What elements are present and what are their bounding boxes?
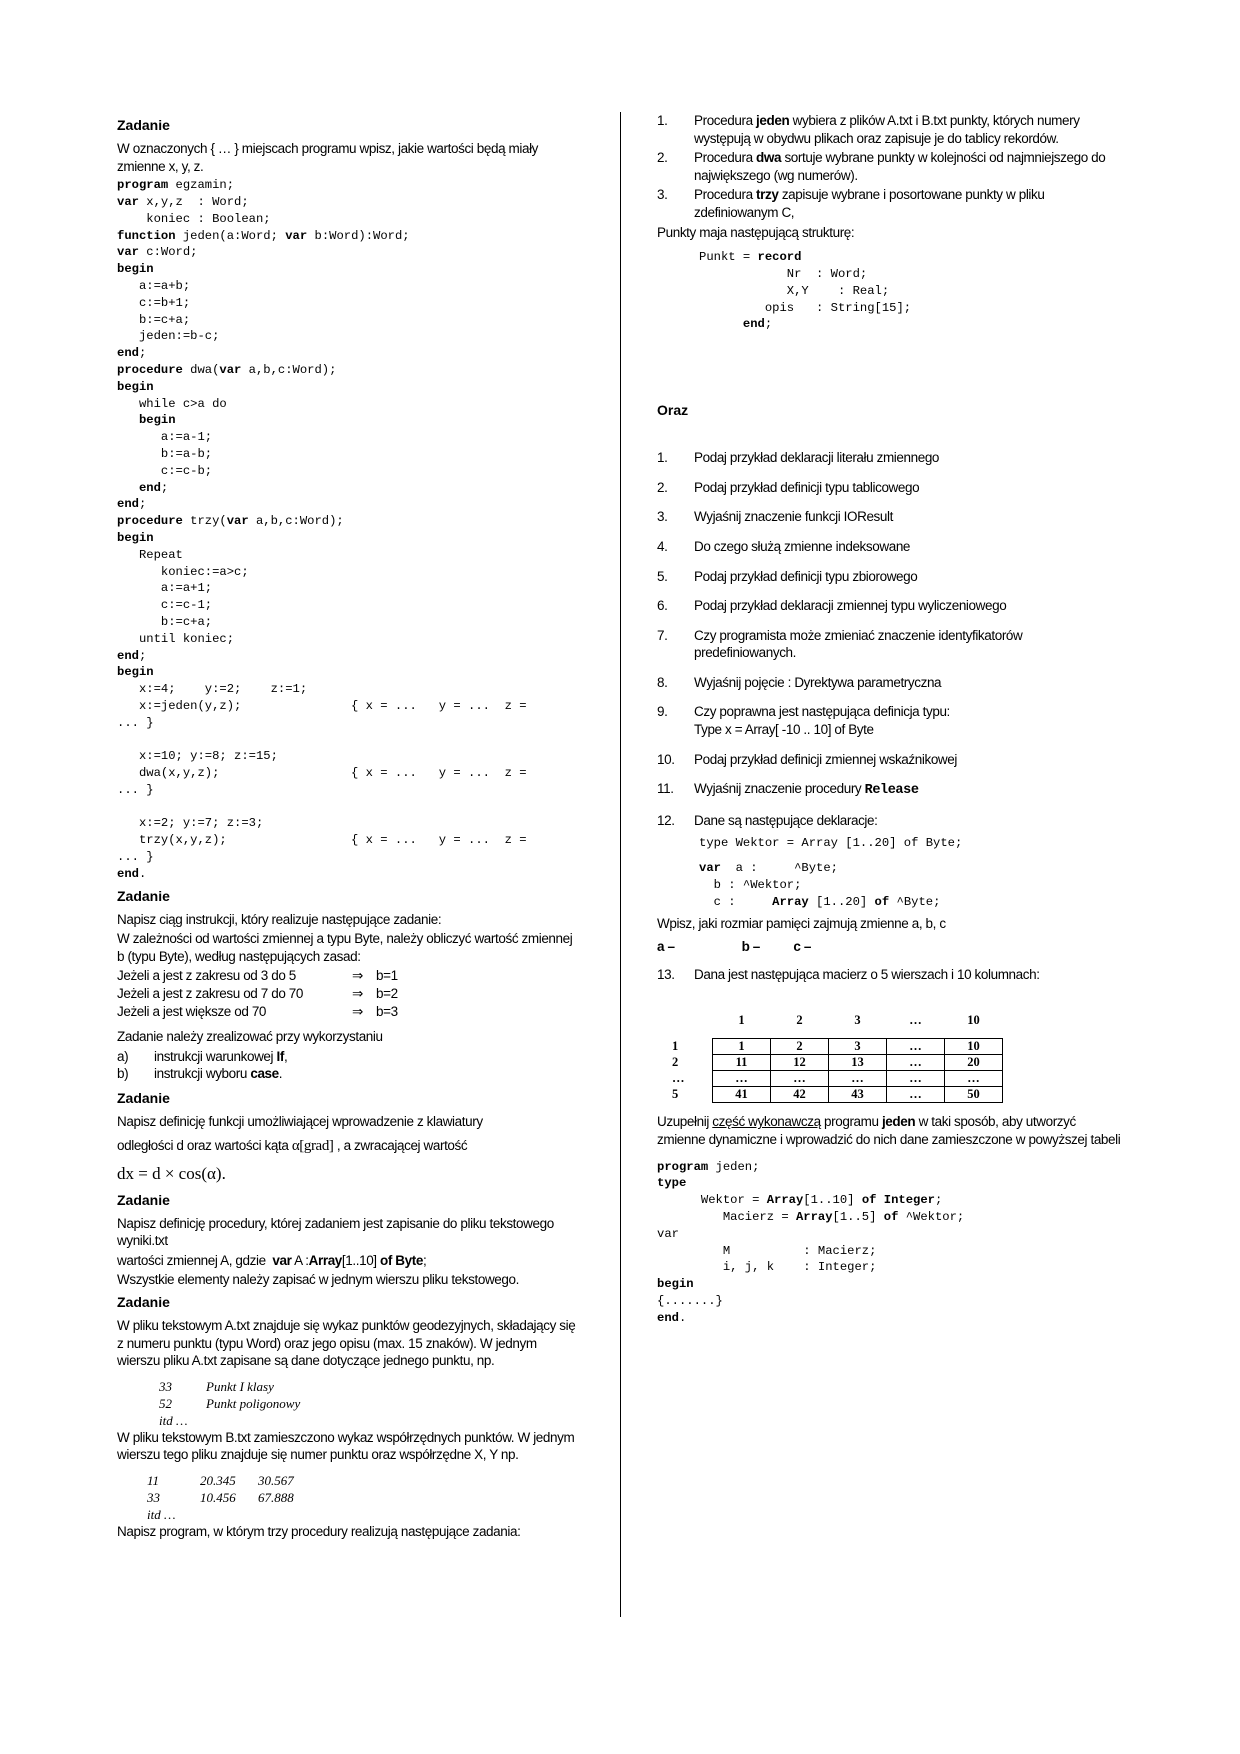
question-12 (657, 812, 1127, 830)
code-line (117, 799, 582, 816)
code-line: type (657, 1176, 687, 1191)
implies-icon: ⇒ (352, 986, 363, 1002)
coord-y: 67.888 (258, 1489, 294, 1505)
task-3-heading: Zadanie (117, 1090, 170, 1106)
code-line (117, 731, 582, 748)
question-text: Wyjaśnij znaczenie procedury (694, 781, 865, 797)
task-5-example-b (117, 1472, 582, 1506)
question-item (657, 449, 1127, 467)
item-number: 3. (657, 187, 668, 203)
code-line: until koniec; (117, 631, 235, 646)
matrix-col-header: 1 (738, 1013, 745, 1028)
task-4-heading: Zadanie (117, 1191, 170, 1208)
code-line: end; (117, 497, 147, 512)
question-item (657, 568, 1127, 586)
task-3-formula: dx = d × cos(α). (117, 1163, 226, 1183)
matrix-cell: 41 (713, 1087, 771, 1103)
item-number: 2. (657, 150, 668, 166)
matrix-corner (657, 1013, 713, 1039)
task-4-line-2b: A : (294, 1252, 309, 1268)
task-3-alpha: α[grad] (291, 1137, 334, 1154)
code-line: begin (117, 379, 154, 394)
task-2-line-2: W zależności od wartości zmiennej a typu Byte, należy obliczyć wartość zmiennej b (typu Byte), według następujących zasad: (117, 931, 573, 964)
matrix-col-header: … (909, 1013, 922, 1028)
code-line: b:=c+a; (117, 614, 213, 629)
q13-fill (657, 1113, 1127, 1148)
point-description: Punkt poligonowy (206, 1395, 301, 1411)
q12-code-1: type Wektor = Array [1..20] of Byte; (699, 836, 963, 851)
code-line: b : ^Wektor; (699, 878, 802, 893)
rule-condition: Jeżeli a jest z zakresu od 7 do 70 (117, 986, 304, 1002)
matrix-row (657, 1055, 1003, 1071)
question-item (657, 508, 1127, 526)
code-line: c:=b+1; (117, 295, 191, 310)
q12-number: 12. (657, 812, 675, 828)
question-number: 7. (657, 627, 668, 643)
code-line: begin (117, 530, 154, 545)
question-text: Podaj przykład deklaracji literału zmiennego (694, 450, 940, 466)
task-5-example-a (117, 1378, 582, 1412)
q12-answers: a – b – c – (657, 939, 811, 955)
task-4-range: [1..10] (341, 1252, 377, 1268)
task-2-using: Zadanie należy zrealizować przy wykorzystaniu (117, 1029, 383, 1045)
q13-number: 13. (657, 966, 675, 982)
task-5-para-2: W pliku tekstowym B.txt zamieszczono wykaz współrzędnych punktów. W jednym wierszu tego pliku znajduje się numer punktu oraz współrzędne X, Y np. (117, 1429, 575, 1463)
item-text: Procedura (694, 113, 757, 128)
code-line: function jeden(a:Word; var b:Word):Word; (117, 228, 410, 243)
example-row (117, 1472, 582, 1489)
procedure-name: trzy (756, 187, 779, 203)
task-5-para-3: Napisz program, w którym trzy procedury realizują następujące zadania: (117, 1523, 521, 1539)
task-2-option-a (117, 1048, 582, 1066)
code-line: trzy(x,y,z); { x = ... y = ... z = (117, 833, 527, 848)
question-text: Do czego służą zmienne indeksowane (694, 538, 911, 554)
q12-text: Dane są następujące deklaracje: (694, 812, 878, 828)
item-text: Procedura (694, 150, 757, 166)
example-row (117, 1378, 582, 1395)
code-line: koniec : Boolean; (117, 211, 271, 226)
question-item (657, 780, 1127, 800)
point-number: 52 (159, 1395, 172, 1411)
matrix-cell: 11 (713, 1055, 771, 1071)
question-keyword: Release (864, 783, 919, 799)
example-row (117, 1395, 582, 1412)
struct-intro: Punkty maja następującą strukturę: (657, 224, 855, 240)
matrix-header-row (657, 1013, 1003, 1039)
question-number: 9. (657, 704, 668, 720)
option-b-label: b) (117, 1066, 129, 1082)
code-line: i, j, k : Integer; (657, 1260, 877, 1275)
task-1-intro: W oznaczonych { … } miejscach programu wpisz, jakie wartości będą miały zmienne x, y, z. (117, 141, 539, 174)
question-number: 4. (657, 538, 668, 554)
matrix-cell: … (887, 1087, 945, 1103)
rule-condition: Jeżeli a jest z zakresu od 3 do 5 (117, 968, 296, 984)
option-a-keyword: If (276, 1048, 284, 1064)
question-subtext: Type x = Array[ -10 .. 10] of Byte (694, 722, 874, 738)
code-line: X,Y : Real; (699, 283, 890, 298)
code-line: ... } (117, 715, 154, 730)
record-code (657, 249, 1127, 333)
matrix-cell: 20 (945, 1055, 1003, 1071)
q13-fill-underlined: część wykonawczą (712, 1114, 821, 1130)
code-line: dwa(x,y,z); { x = ... y = ... z = (117, 766, 527, 781)
column-divider (620, 112, 621, 1617)
code-line: Nr : Word; (699, 266, 868, 281)
left-column (117, 112, 582, 1543)
question-item (657, 703, 1127, 738)
task-2-rules (117, 967, 582, 1020)
matrix-col-header: 2 (796, 1013, 803, 1028)
question-number: 5. (657, 568, 668, 584)
code-line: c:=c-1; (117, 598, 213, 613)
matrix-table (657, 1013, 1003, 1103)
task-3-text-2b: , a zwracającej wartość (336, 1137, 468, 1153)
code-line: koniec:=a>c; (117, 564, 249, 579)
procedure-item (657, 112, 1127, 147)
code-line: begin (117, 665, 154, 680)
matrix-cell: 3 (829, 1039, 887, 1055)
matrix-cell: … (887, 1071, 945, 1087)
task-4-line-1: Napisz definicję procedury, której zadaniem jest zapisanie do pliku tekstowego wyniki.txt (117, 1215, 554, 1249)
question-text: Podaj przykład definicji typu tablicowego (694, 479, 920, 495)
procedure-item (657, 186, 1127, 221)
code-line: x:=2; y:=7; z:=3; (117, 816, 264, 831)
code-line: Macierz = Array[1..5] of ^Wektor; (657, 1210, 965, 1224)
question-text: Wyjaśnij pojęcie : Dyrektywa parametryczna (694, 674, 942, 690)
matrix-cell: 50 (945, 1087, 1003, 1103)
task-4-line-3: Wszystkie elementy należy zapisać w jednym wierszu pliku tekstowego. (117, 1272, 519, 1288)
matrix-row-header: 5 (672, 1087, 679, 1102)
question-number: 8. (657, 674, 668, 690)
task-4-var-keyword: var (272, 1252, 292, 1268)
matrix-row-header: 1 (672, 1039, 679, 1054)
code-line: x:=10; y:=8; z:=15; (117, 749, 278, 764)
code-line: x:=4; y:=2; z:=1; (117, 682, 308, 697)
procedure-name: dwa (756, 150, 782, 166)
question-item (657, 627, 1127, 662)
task-1-heading: Zadanie (117, 117, 170, 133)
q13-fill-pre: Uzupełnij (657, 1114, 713, 1130)
code-line: begin (138, 413, 176, 428)
point-description: Punkt I klasy (206, 1378, 274, 1394)
task-5-itd-2: itd … (147, 1506, 176, 1522)
q13-text: Dana jest następująca macierz o 5 wierszach i 10 kolumnach: (694, 966, 1040, 982)
rule-result: b=2 (376, 986, 398, 1002)
matrix-col-header: 10 (967, 1013, 980, 1028)
code-line: begin (117, 262, 154, 277)
task-5-itd-1: itd … (159, 1412, 188, 1428)
code-line: while c>a do (117, 396, 227, 411)
item-text: Procedura (694, 187, 757, 203)
question-number: 1. (657, 450, 668, 466)
matrix-cell: … (887, 1055, 945, 1071)
coord-x: 10.456 (200, 1489, 236, 1505)
code-line: end; (138, 480, 169, 495)
code-line: end. (657, 1310, 687, 1325)
code-line: x:=jeden(y,z); { x = ... y = ... z = (117, 698, 527, 713)
matrix-cell: 10 (945, 1039, 1003, 1055)
task-4-of-byte: of Byte (380, 1252, 423, 1268)
option-b-keyword: case (250, 1066, 279, 1082)
oraz-heading: Oraz (657, 402, 689, 419)
task-3-text-1: Napisz definicję funkcji umożliwiającej wprowadzenie z klawiatury (117, 1114, 483, 1129)
code-line: var (657, 1226, 679, 1241)
point-number: 33 (159, 1378, 172, 1394)
coord-x: 20.345 (200, 1472, 236, 1488)
example-row (117, 1489, 582, 1506)
code-line: a:=a+b; (117, 278, 191, 293)
matrix-row-header: 2 (672, 1055, 679, 1070)
point-number: 11 (147, 1472, 160, 1488)
code-line: program jeden; (657, 1159, 760, 1174)
right-column (657, 112, 1127, 1327)
point-number: 33 (147, 1489, 160, 1505)
question-item (657, 597, 1127, 615)
task-5-para-1: W pliku tekstowym A.txt znajduje się wykaz punktów geodezyjnych, składający się z numeru punktu (typu Word) oraz jego opisu (max. 15 znaków). W jednym wierszu pliku A.txt zapisane są dane dotyczące jednego punktu, np. (117, 1317, 576, 1369)
code-line: end; (742, 317, 773, 332)
item-text: sortuje wybrane punkty w kolejności od najmniejszego do największego (wg numerów). (694, 150, 1106, 183)
question-text: Czy poprawna jest następująca definicja typu: (694, 704, 950, 720)
code-line: begin (657, 1277, 694, 1292)
q12-after: Wpisz, jaki rozmiar pamięci zajmują zmienne a, b, c (657, 915, 946, 931)
matrix-cell: … (829, 1071, 887, 1087)
task-5-heading: Zadanie (117, 1293, 170, 1310)
q13-fill-keyword: jeden (881, 1114, 916, 1130)
option-b-text: instrukcji wyboru (154, 1066, 247, 1082)
matrix-row (657, 1087, 1003, 1103)
option-a-text: instrukcji warunkowej (154, 1048, 274, 1064)
code-line: {.......} (657, 1293, 723, 1308)
task-3-text-2a: odległości d oraz wartości kąta (117, 1137, 289, 1153)
question-13 (657, 966, 1127, 984)
code-line: var a : ^Byte; (699, 861, 838, 876)
matrix-cell: 13 (829, 1055, 887, 1071)
code-line: jeden:=b-c; (117, 329, 220, 344)
matrix-cell: 2 (771, 1039, 829, 1055)
matrix-col-header: 3 (854, 1013, 861, 1028)
matrix-row (657, 1039, 1003, 1055)
code-line: Punkt = record (699, 250, 802, 265)
option-b-dot: . (278, 1066, 283, 1082)
question-number: 3. (657, 509, 668, 525)
code-line: opis : String[15]; (699, 300, 912, 315)
code-line: b:=c+a; (117, 312, 191, 327)
code-line: program egzamin; (117, 178, 235, 193)
task-2-line-1: Napisz ciąg instrukcji, który realizuje następujące zadanie: (117, 911, 442, 927)
code-line: b:=a-b; (117, 446, 213, 461)
question-number: 2. (657, 479, 668, 495)
q13-code (657, 1159, 1127, 1327)
code-line: M : Macierz; (657, 1243, 877, 1258)
matrix-cell: … (887, 1039, 945, 1055)
matrix-row (657, 1071, 1003, 1087)
code-line: procedure dwa(var a,b,c:Word); (117, 362, 337, 377)
code-line: procedure trzy(var a,b,c:Word); (117, 514, 344, 529)
question-item (657, 479, 1127, 497)
matrix-cell: 1 (713, 1039, 771, 1055)
item-number: 1. (657, 113, 668, 128)
q13-fill-mid: programu (820, 1114, 882, 1130)
rule-result: b=3 (376, 1003, 398, 1019)
matrix-cell: 12 (771, 1055, 829, 1071)
question-text: Podaj przykład definicji zmiennej wskaźnikowej (694, 751, 957, 767)
rule-condition: Jeżeli a jest większe od 70 (117, 1003, 267, 1019)
question-item (657, 751, 1127, 769)
rule-result: b=1 (376, 968, 398, 984)
task-3-text-2 (117, 1133, 582, 1159)
matrix-cell: … (945, 1071, 1003, 1087)
code-line: end; (117, 648, 147, 663)
code-line: var x,y,z : Word; (117, 194, 249, 209)
task-4-line-2 (117, 1252, 582, 1270)
matrix-row-header: … (672, 1071, 685, 1086)
q12-code-2 (657, 860, 1127, 910)
code-line: c:=c-b; (117, 463, 213, 478)
matrix-cell: 43 (829, 1087, 887, 1103)
code-line: ... } (117, 782, 154, 797)
matrix-cell: 42 (771, 1087, 829, 1103)
item-text: zapisuje wybrane i posortowane punkty w pliku zdefiniowanym C, (694, 187, 1045, 220)
item-text: wybiera z plików A.txt i B.txt punkty, których numery występują w obydwu plikach oraz zapisuje je do tablicy rekordów. (694, 113, 1080, 146)
coord-y: 30.567 (258, 1472, 294, 1488)
task-4-line-2a: wartości zmiennej A, gdzie (117, 1252, 266, 1268)
code-line: var c:Word; (117, 245, 198, 260)
rule-row (117, 985, 582, 1003)
question-item (657, 538, 1127, 556)
code-line: c : Array [1..20] of ^Byte; (699, 894, 941, 909)
procedure-name: jeden (756, 113, 790, 128)
task-1-code (117, 177, 582, 882)
task-4-array-keyword: Array (308, 1252, 342, 1268)
q13-fill-post: w taki sposób, aby utworzyć zmienne dynamiczne i wprowadzić do nich dane zamieszczone w powyższej tabeli (657, 1114, 1121, 1148)
option-a-label: a) (117, 1048, 129, 1064)
option-a-comma: , (283, 1048, 288, 1064)
code-line: ... } (117, 850, 154, 865)
code-line: end; (117, 346, 147, 361)
code-line: Repeat (117, 547, 183, 562)
code-line: a:=a+1; (117, 581, 213, 596)
task-2-option-b (117, 1065, 582, 1083)
procedure-item (657, 149, 1127, 184)
questions-list (657, 449, 1127, 800)
procedures-list (657, 112, 1127, 222)
code-line: Wektor = Array[1..10] of Integer; (657, 1193, 943, 1208)
task-2-heading: Zadanie (117, 887, 170, 904)
task-4-semicolon: ; (422, 1252, 427, 1268)
question-number: 10. (657, 751, 675, 767)
question-text: Podaj przykład definicji typu zbiorowego (694, 568, 918, 584)
question-text: Wyjaśnij znaczenie funkcji IOResult (694, 509, 893, 525)
question-text: Podaj przykład deklaracji zmiennej typu wyliczeniowego (694, 598, 1007, 614)
question-text: Czy programista może zmieniać znaczenie identyfikatorów predefiniowanych. (694, 627, 1023, 661)
implies-icon: ⇒ (352, 968, 363, 984)
implies-icon: ⇒ (352, 1003, 363, 1019)
rule-row (117, 967, 582, 985)
question-number: 6. (657, 598, 668, 614)
code-line: end. (117, 866, 147, 881)
question-number: 11. (657, 781, 674, 797)
matrix-cell: … (713, 1071, 771, 1087)
rule-row (117, 1003, 582, 1021)
matrix-cell: … (771, 1071, 829, 1087)
code-line: a:=a-1; (117, 430, 213, 445)
question-item (657, 674, 1127, 692)
